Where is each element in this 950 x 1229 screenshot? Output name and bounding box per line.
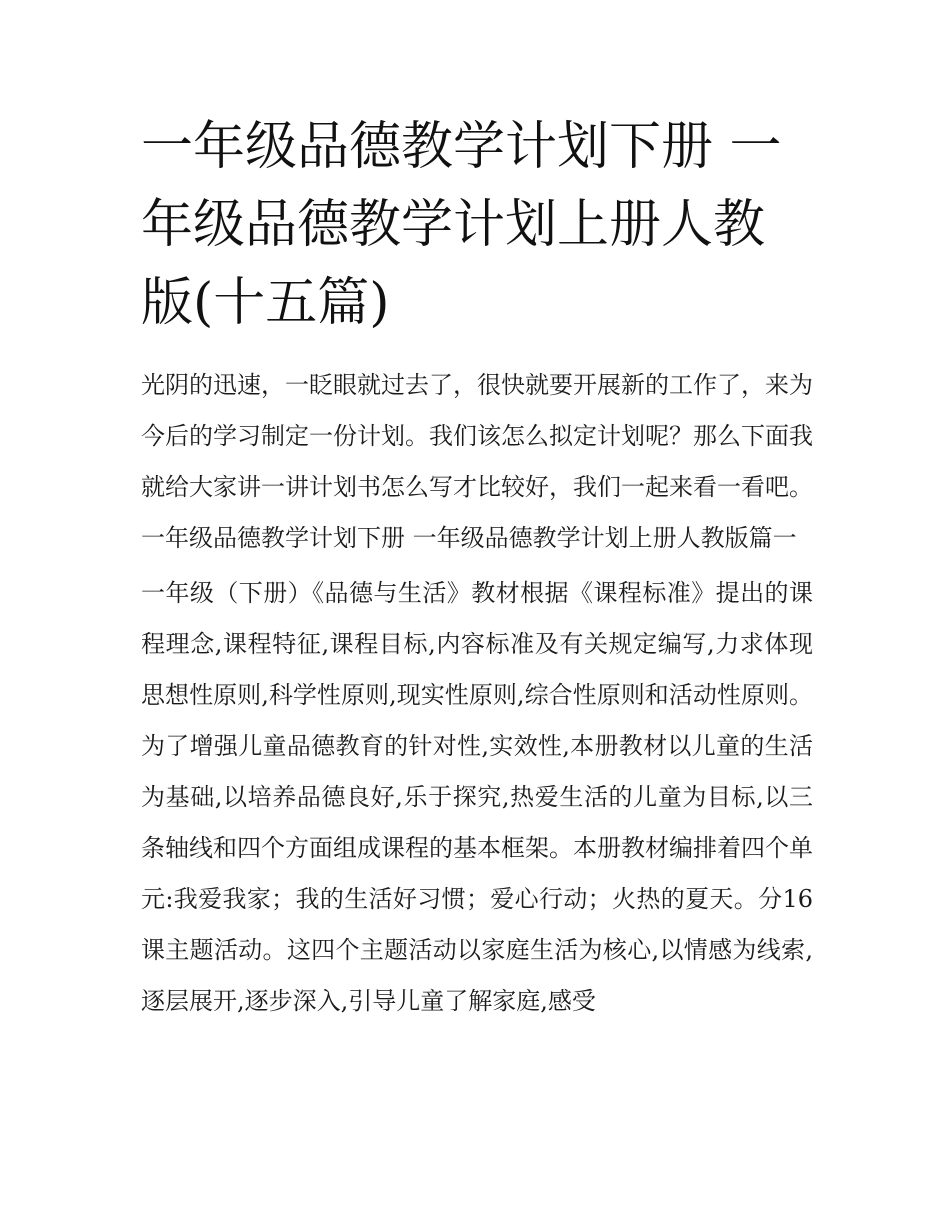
document-page xyxy=(141,108,813,1027)
section-heading: 一年级品德教学计划下册 一年级品德教学计划上册人教版篇一 xyxy=(141,524,797,552)
body-paragraph: 一年级（下册）《品德与生活》教材根据《课程标准》提出的课程理念,课程特征,课程目标,内容标准及有关规定编写,力求体现思想性原则,科学性原则,现实性原则,综合性原则和活动性原则。为了增强儿童品德教育的针对性,实效性,本册教材以儿童的生活为基础,以培养品德良好,乐于探究,热爱生活的儿童为目标,以三条轴线和四个方面组成课程的基本框架。本册教材编排着四个单元:我爱我家；我的生活好习惯；爱心行动；火热的夏天。分16课主题活动。这四个主题活动以家庭生活为核心,以情感为线索,逐层展开,逐步深入,引导儿童了解家庭,感受 xyxy=(141,579,813,1015)
document-title: 一年级品德教学计划下册 一年级品德教学计划上册人教版(十五篇) xyxy=(141,117,782,333)
intro-paragraph: 光阴的迅速，一眨眼就过去了，很快就要开展新的工作了，来为今后的学习制定一份计划。我们该怎么拟定计划呢？那么下面我就给大家讲一讲计划书怎么写才比较好，我们一起来看一看吧。 xyxy=(141,371,813,501)
